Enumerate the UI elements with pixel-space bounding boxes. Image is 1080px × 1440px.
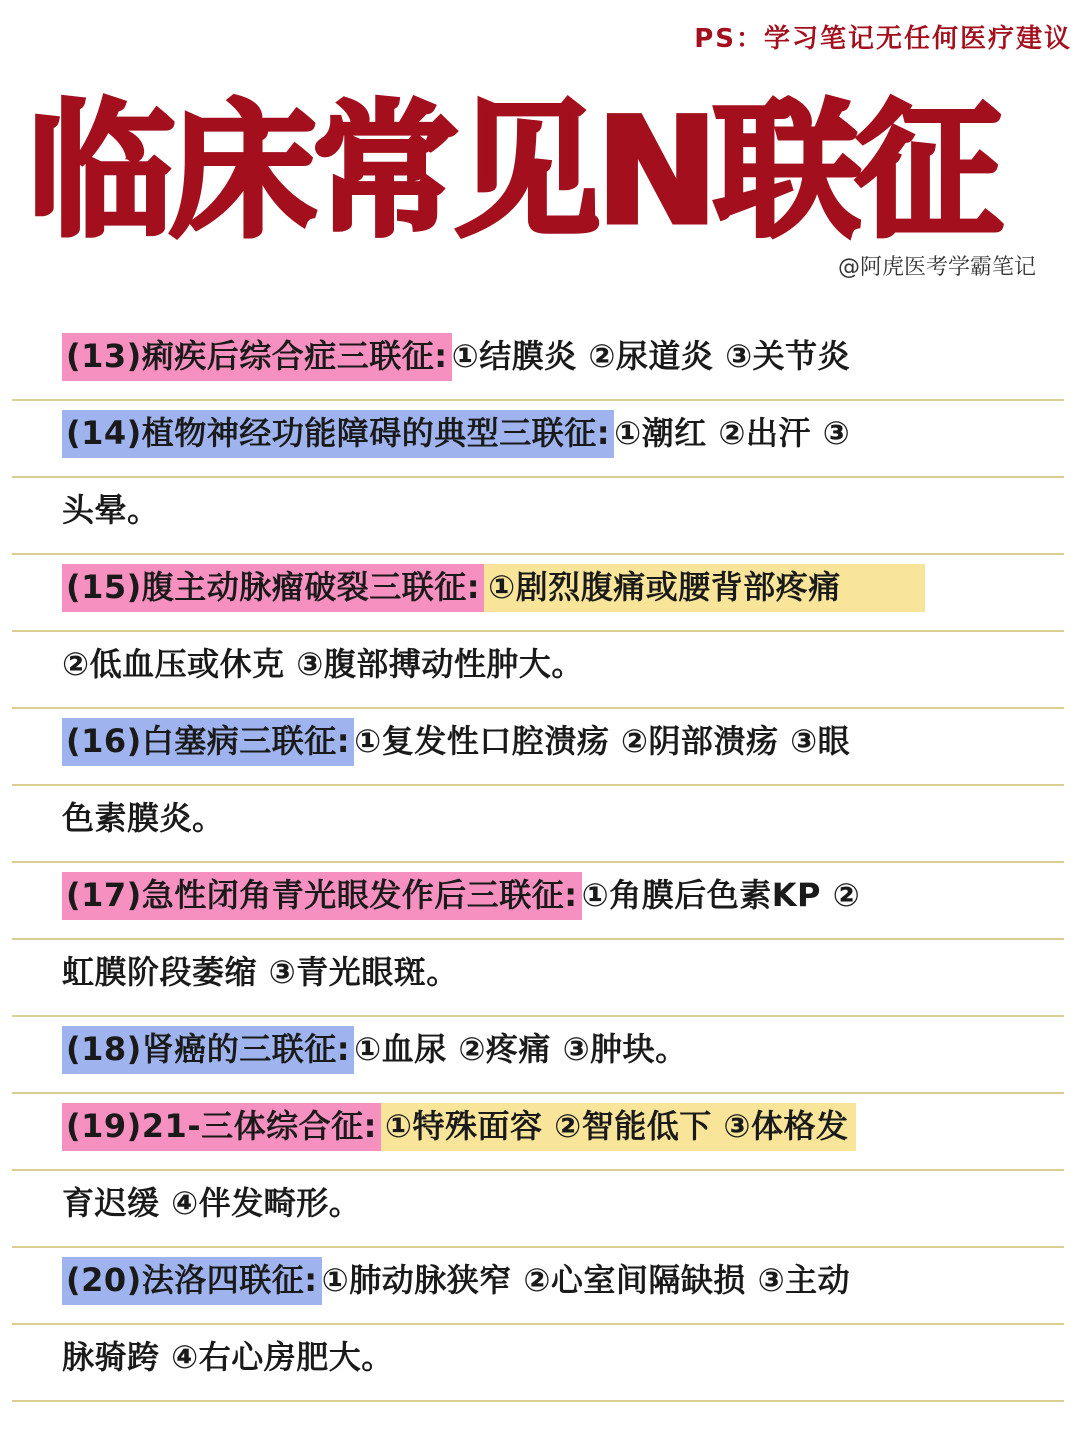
list-item-continuation	[0, 478, 1080, 555]
list-item	[0, 324, 1080, 401]
page-title: 临床常见N联征	[28, 87, 999, 257]
entry-details: ①角膜后色素KP ②	[581, 876, 861, 914]
list-item-continuation	[0, 940, 1080, 1017]
entry-heading: (16)白塞病三联征:	[62, 718, 354, 766]
list-item	[0, 863, 1080, 940]
entry-details: ①特殊面容 ②智能低下 ③体格发	[381, 1103, 857, 1151]
list-item	[0, 1094, 1080, 1171]
entry-details: ①结膜炎 ②尿道炎 ③关节炎	[451, 337, 851, 375]
entry-heading: (17)急性闭角青光眼发作后三联征:	[62, 872, 582, 920]
notes-list	[0, 324, 1080, 1402]
list-item	[0, 709, 1080, 786]
watermark-mark: 肺解剖	[1010, 232, 1038, 242]
entry-details: ①潮红 ②出汗 ③	[614, 414, 851, 452]
entry-heading: (13)痢疾后综合症三联征:	[62, 333, 452, 381]
entry-details: 色素膜炎。	[62, 799, 225, 837]
entry-details: ②低血压或休克 ③腹部搏动性肿大。	[62, 645, 584, 683]
entry-details: 育迟缓 ④伴发畸形。	[62, 1184, 362, 1222]
list-item	[0, 1248, 1080, 1325]
list-item-continuation	[0, 786, 1080, 863]
list-item	[0, 1017, 1080, 1094]
author-handle: @阿虎医考学霸笔记	[837, 255, 1036, 280]
entry-heading: (20)法洛四联征:	[62, 1257, 322, 1305]
list-item-continuation	[0, 1325, 1080, 1402]
entry-details: ①复发性口腔溃疡 ②阴部溃疡 ③眼	[354, 722, 851, 760]
entry-heading: (18)肾癌的三联征:	[62, 1026, 354, 1074]
list-item-continuation	[0, 632, 1080, 709]
list-item	[0, 401, 1080, 478]
ps-disclaimer: PS：学习笔记无任何医疗建议	[694, 24, 1072, 54]
list-item	[0, 555, 1080, 632]
entry-heading: (15)腹主动脉瘤破裂三联征:	[62, 564, 484, 612]
entry-details: ①剧烈腹痛或腰背部疼痛	[484, 564, 925, 612]
entry-heading: (14)植物神经功能障碍的典型三联征:	[62, 410, 614, 458]
entry-heading: (19)21-三体综合征:	[62, 1103, 381, 1151]
entry-details: 脉骑跨 ④右心房肥大。	[62, 1338, 394, 1376]
entry-details: ①血尿 ②疼痛 ③肿块。	[354, 1030, 688, 1068]
entry-details: 虹膜阶段萎缩 ③青光眼斑。	[62, 953, 459, 991]
entry-details: ①肺动脉狭窄 ②心室间隔缺损 ③主动	[321, 1261, 851, 1299]
list-item-continuation	[0, 1171, 1080, 1248]
entry-details: 头晕。	[62, 491, 160, 529]
